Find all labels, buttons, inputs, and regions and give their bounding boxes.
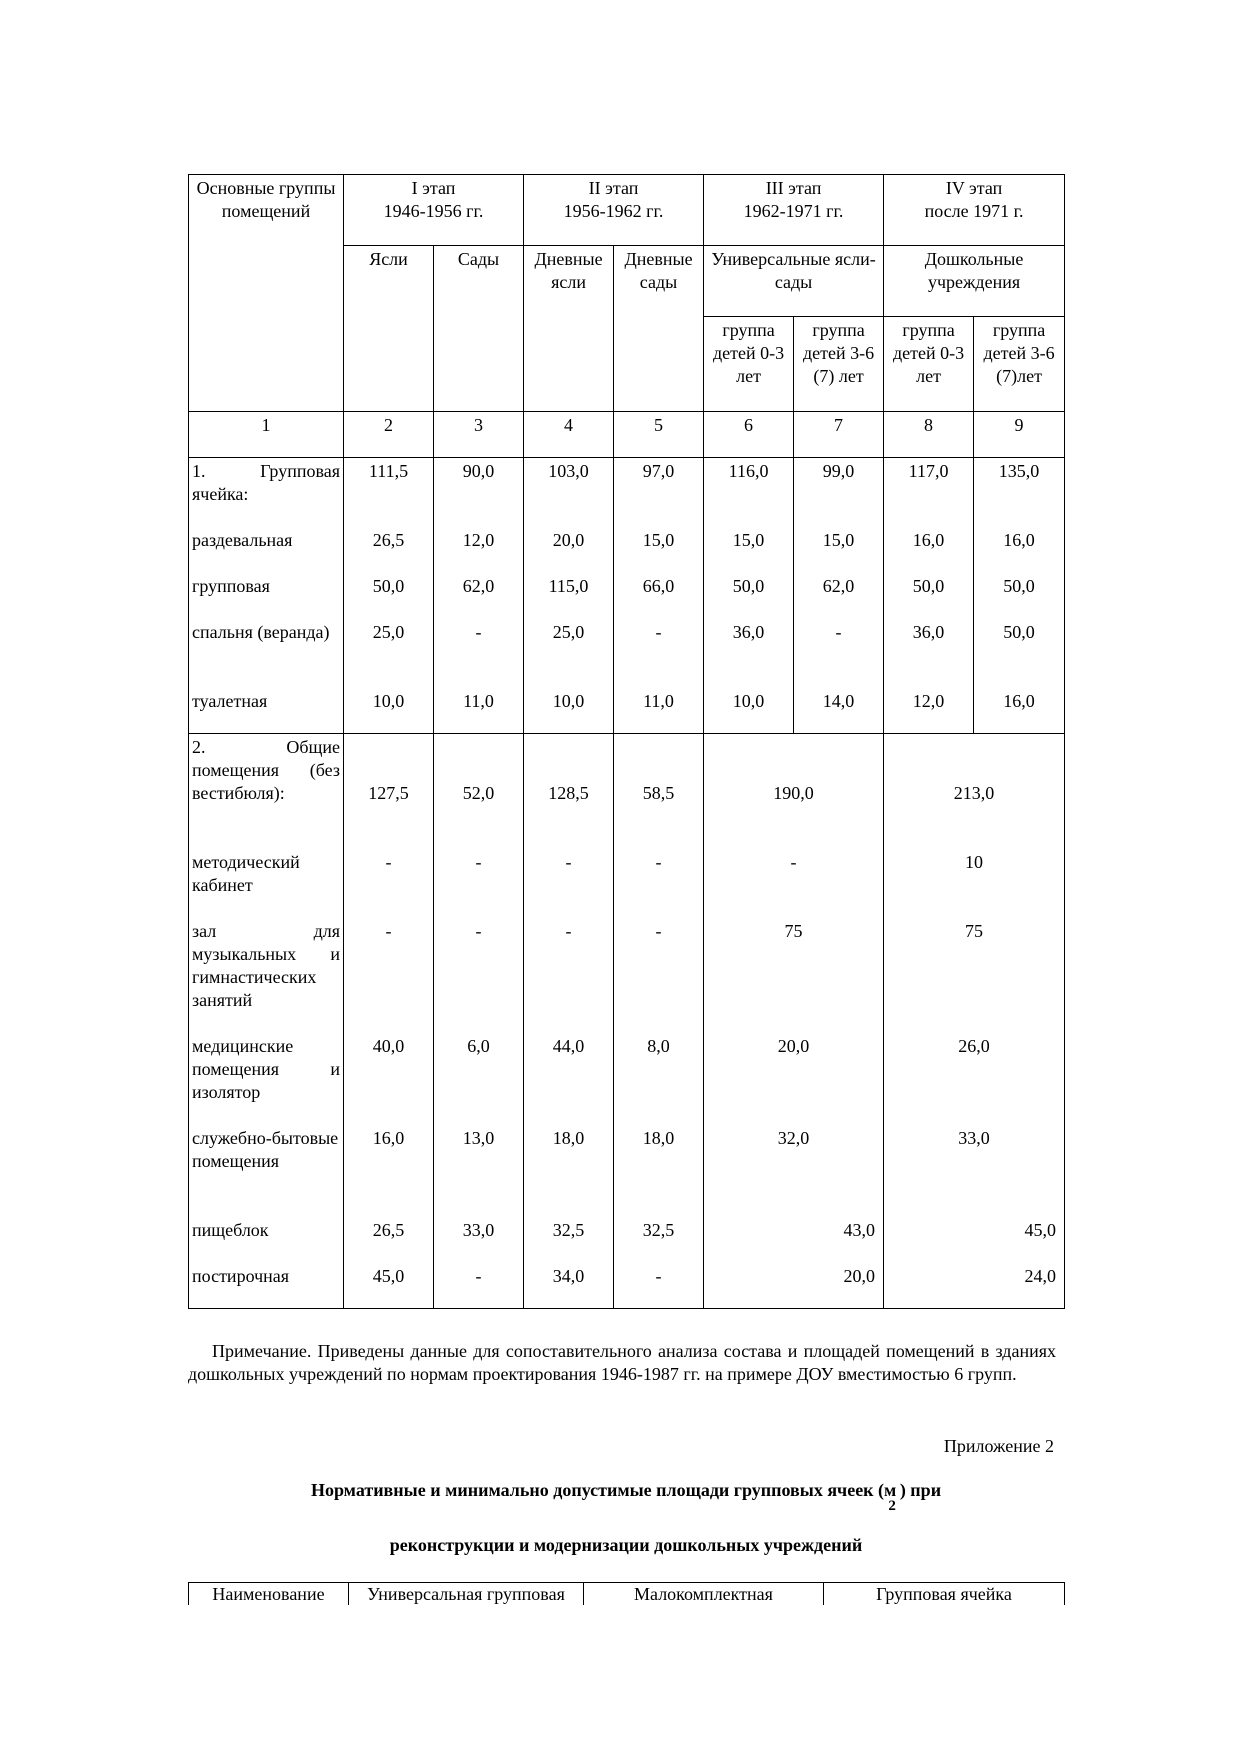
row-label: медицинские помещения и изолятор: [189, 1033, 344, 1125]
row-value: 127,5: [344, 734, 434, 849]
header-yasli: Ясли: [344, 246, 434, 317]
t2-header: Малокомплектная: [584, 1583, 824, 1606]
row-value: -: [434, 619, 524, 688]
row-label: зал для музыкальных и гимнастических занятий: [189, 918, 344, 1033]
t2-header: Групповая ячейка: [824, 1583, 1065, 1606]
row-value: 45,0: [344, 1263, 434, 1309]
header-day-sady: Дневные сады: [614, 246, 704, 317]
column-numbers-row: [189, 412, 1065, 458]
appendix-title-line1: Нормативные и минимально допустимые площади групповых ячеек $(м_2)$ при: [310, 1480, 942, 1514]
group-cells-table: [188, 1582, 1065, 1605]
row-value: 20,0: [704, 1033, 884, 1125]
appendix-label: Приложение 2: [943, 1436, 1054, 1456]
col-number: 7: [794, 412, 884, 458]
row-value: 18,0: [524, 1125, 614, 1217]
row-value: 111,5: [344, 458, 434, 527]
header-stage1: I этап 1946-1956 гг.: [344, 175, 524, 246]
row-value: 52,0: [434, 734, 524, 849]
row-value: 75: [704, 918, 884, 1033]
row-value: -: [344, 849, 434, 918]
row-value: 103,0: [524, 458, 614, 527]
row-value: 20,0: [524, 527, 614, 573]
row-value: 16,0: [344, 1125, 434, 1217]
row-value: 26,0: [884, 1033, 1065, 1125]
row-value: -: [614, 849, 704, 918]
table-row: [189, 458, 1065, 527]
row-value: 10: [884, 849, 1065, 918]
row-label: постирочная: [189, 1263, 344, 1309]
row-value: -: [524, 849, 614, 918]
row-value: 117,0: [884, 458, 974, 527]
table-row: [189, 734, 1065, 849]
header-universal: Универсальные ясли-сады: [704, 246, 884, 317]
row-value: 15,0: [794, 527, 884, 573]
row-value: 26,5: [344, 527, 434, 573]
appendix-title-line2: реконструкции и модернизации дошкольных учреждений: [389, 1535, 863, 1555]
col-number: 8: [884, 412, 974, 458]
row-value: 115,0: [524, 573, 614, 619]
row-value: 11,0: [434, 688, 524, 734]
row-value: -: [614, 918, 704, 1033]
row-value: 33,0: [884, 1125, 1065, 1217]
row-value: -: [434, 849, 524, 918]
row-value: 15,0: [704, 527, 794, 573]
header-stage3: III этап 1962-1971 гг.: [704, 175, 884, 246]
section1-body: [189, 458, 1065, 734]
row-value: 26,5: [344, 1217, 434, 1263]
row-value: 90,0: [434, 458, 524, 527]
table-row: [189, 918, 1065, 1033]
table-row: [189, 527, 1065, 573]
header-group-0-3-a: группа детей 0-3 лет: [704, 317, 794, 412]
row-value: 16,0: [974, 527, 1065, 573]
table-row: [189, 1263, 1065, 1309]
row-value: 34,0: [524, 1263, 614, 1309]
row-value: 10,0: [524, 688, 614, 734]
row-value: 40,0: [344, 1033, 434, 1125]
t2-header: Наименование: [189, 1583, 349, 1606]
row-label: служебно-бытовые помещения: [189, 1125, 344, 1217]
row-value: 97,0: [614, 458, 704, 527]
row-value: -: [524, 918, 614, 1033]
row-value: 45,0: [884, 1217, 1065, 1263]
row-label: 1. Групповая ячейка:: [189, 458, 344, 527]
row-value: 62,0: [794, 573, 884, 619]
row-label: 2. Общие помещения (без вестибюля):: [189, 734, 344, 849]
row-label: спальня (веранда): [189, 619, 344, 688]
row-value: 36,0: [884, 619, 974, 688]
header-group-3-6-b: группа детей 3-6 (7)лет: [974, 317, 1065, 412]
row-value: 25,0: [524, 619, 614, 688]
col-number: 2: [344, 412, 434, 458]
col-number: 5: [614, 412, 704, 458]
col-number: 9: [974, 412, 1065, 458]
header-groups: Основные группы помещений: [189, 175, 344, 246]
col-number: 6: [704, 412, 794, 458]
row-label: туалетная: [189, 688, 344, 734]
row-value: -: [614, 619, 704, 688]
rooms-area-table: [188, 174, 1065, 1309]
header-sady: Сады: [434, 246, 524, 317]
row-value: 128,5: [524, 734, 614, 849]
row-value: -: [434, 918, 524, 1033]
row-value: 116,0: [704, 458, 794, 527]
table-note: Примечание. Приведены данные для сопоставительного анализа состава и площадей помещений в зданиях дошкольных учреждений по нормам проектирования 1946-1987 гг. на примере ДОУ вместимостью 6 групп.: [188, 1341, 1056, 1384]
table-row: [189, 1217, 1065, 1263]
row-value: 50,0: [974, 619, 1065, 688]
col-number: 3: [434, 412, 524, 458]
row-value: 75: [884, 918, 1065, 1033]
header-day-yasli: Дневные ясли: [524, 246, 614, 317]
row-value: 8,0: [614, 1033, 704, 1125]
row-value: 32,5: [614, 1217, 704, 1263]
col-number: 4: [524, 412, 614, 458]
row-value: 58,5: [614, 734, 704, 849]
row-value: 18,0: [614, 1125, 704, 1217]
row-value: 50,0: [704, 573, 794, 619]
row-value: -: [614, 1263, 704, 1309]
row-value: 32,5: [524, 1217, 614, 1263]
row-value: 15,0: [614, 527, 704, 573]
row-value: 25,0: [344, 619, 434, 688]
header-stage2: II этап 1956-1962 гг.: [524, 175, 704, 246]
row-value: 33,0: [434, 1217, 524, 1263]
row-label: методический кабинет: [189, 849, 344, 918]
row-value: 14,0: [794, 688, 884, 734]
header-group-3-6-a: группа детей 3-6 (7) лет: [794, 317, 884, 412]
row-value: 135,0: [974, 458, 1065, 527]
row-value: 12,0: [884, 688, 974, 734]
row-label: групповая: [189, 573, 344, 619]
table-row: [189, 1033, 1065, 1125]
row-value: 44,0: [524, 1033, 614, 1125]
row-value: 43,0: [704, 1217, 884, 1263]
row-value: 66,0: [614, 573, 704, 619]
row-value: 50,0: [344, 573, 434, 619]
row-value: 20,0: [704, 1263, 884, 1309]
header-preschool: Дошкольные учреждения: [884, 246, 1065, 317]
row-value: -: [344, 918, 434, 1033]
table-row: [189, 688, 1065, 734]
row-label: раздевальная: [189, 527, 344, 573]
row-value: 11,0: [614, 688, 704, 734]
t2-header: Универсальная групповая: [349, 1583, 584, 1606]
row-value: 50,0: [884, 573, 974, 619]
table-row: [189, 1125, 1065, 1217]
section2-body: [189, 734, 1065, 1309]
row-value: 36,0: [704, 619, 794, 688]
row-value: -: [704, 849, 884, 918]
col-number: 1: [189, 412, 344, 458]
row-value: 12,0: [434, 527, 524, 573]
row-value: 99,0: [794, 458, 884, 527]
row-value: 6,0: [434, 1033, 524, 1125]
row-value: 190,0: [704, 734, 884, 849]
row-value: 32,0: [704, 1125, 884, 1217]
row-label: пищеблок: [189, 1217, 344, 1263]
table-row: [189, 573, 1065, 619]
row-value: -: [434, 1263, 524, 1309]
header-stage4: IV этап после 1971 г.: [884, 175, 1065, 246]
row-value: 24,0: [884, 1263, 1065, 1309]
table-row: [189, 619, 1065, 688]
row-value: 10,0: [344, 688, 434, 734]
row-value: 10,0: [704, 688, 794, 734]
header-group-0-3-b: группа детей 0-3 лет: [884, 317, 974, 412]
row-value: 213,0: [884, 734, 1065, 849]
row-value: 50,0: [974, 573, 1065, 619]
table-row: [189, 849, 1065, 918]
row-value: 13,0: [434, 1125, 524, 1217]
row-value: 16,0: [974, 688, 1065, 734]
row-value: 16,0: [884, 527, 974, 573]
row-value: 62,0: [434, 573, 524, 619]
row-value: -: [794, 619, 884, 688]
